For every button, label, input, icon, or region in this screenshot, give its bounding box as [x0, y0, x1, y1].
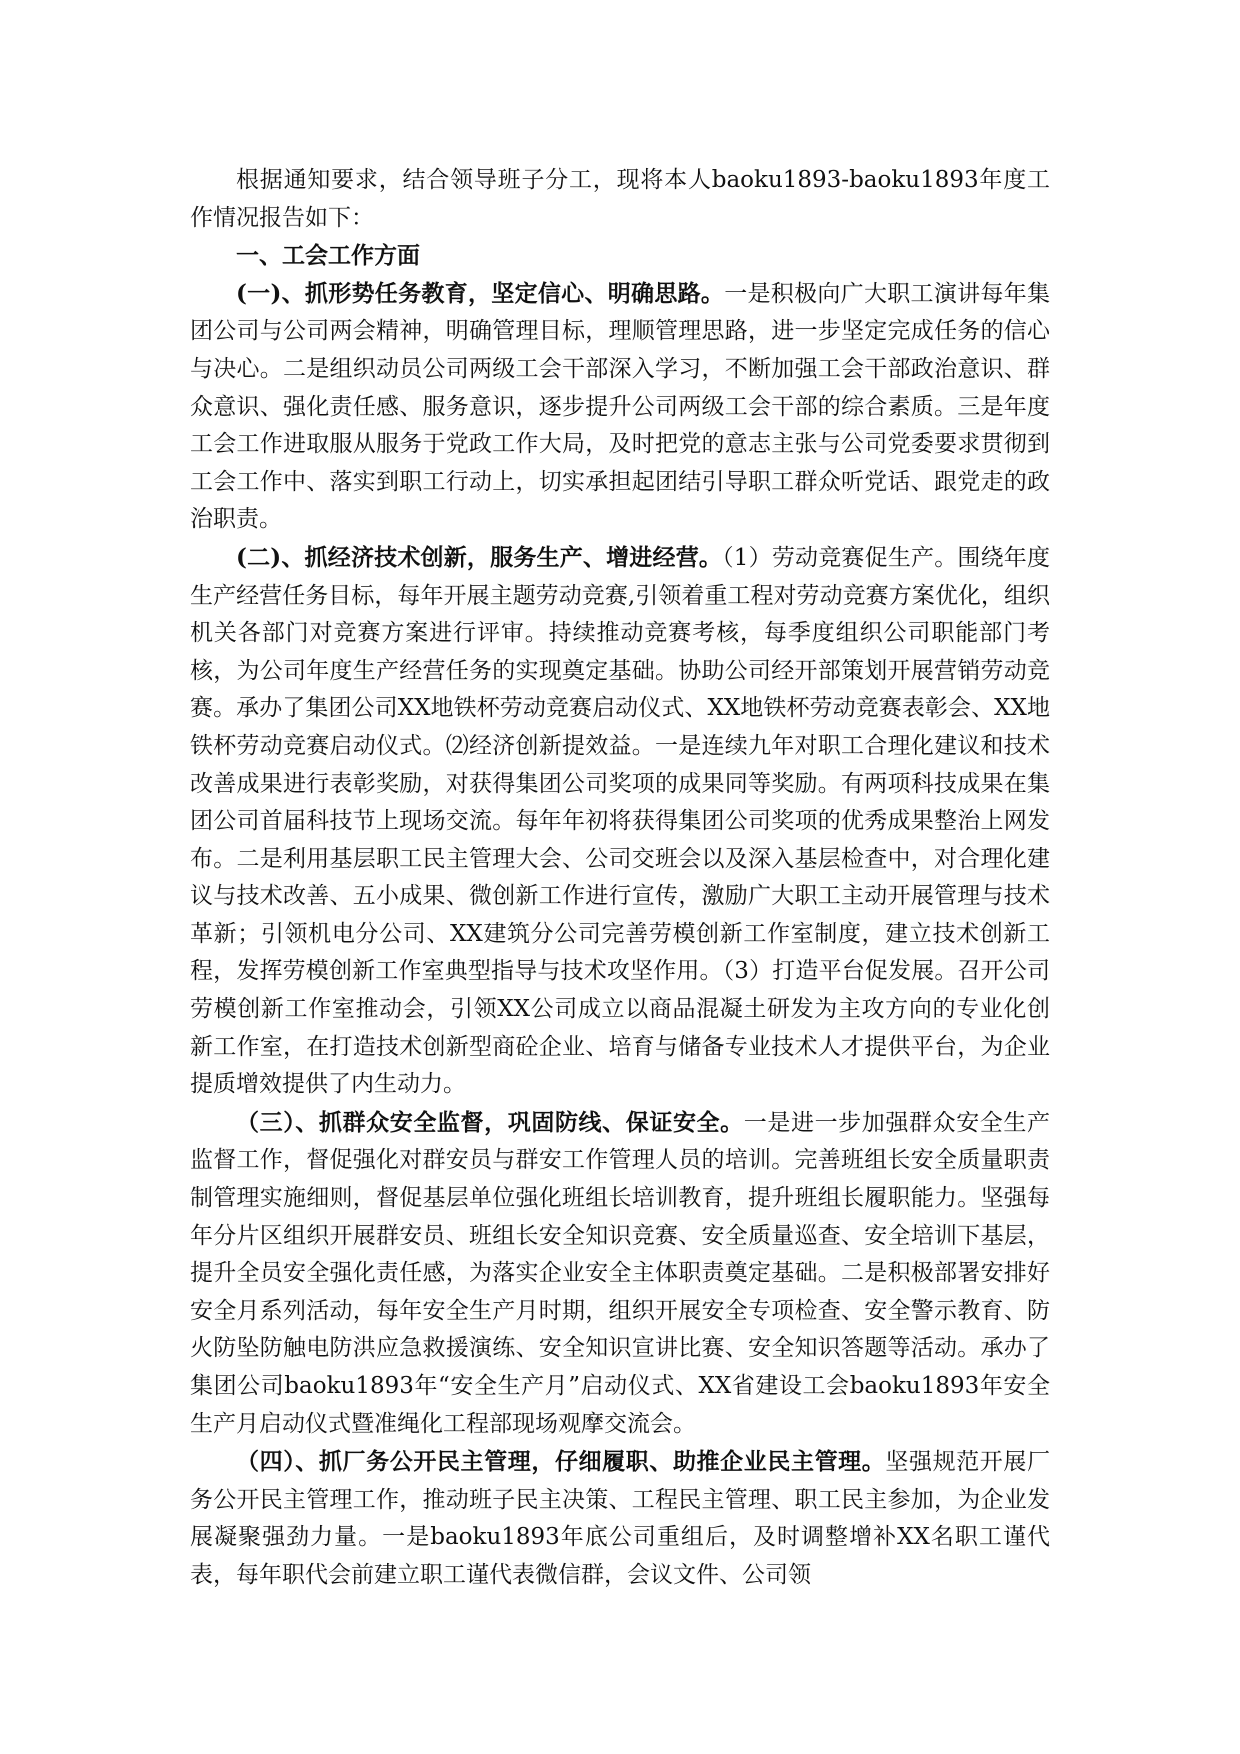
- paragraph-lead: （三）、抓群众安全监督，巩固防线、保证安全。: [236, 1108, 744, 1136]
- intro-paragraph: 根据通知要求，结合领导班子分工，现将本人baoku1893-baoku1893年度工作情况报告如下：: [190, 167, 1050, 231]
- paragraph-safety-supervision: [190, 1104, 1050, 1443]
- paragraph-body: 一是积极向广大职工演讲每年集团公司与公司两会精神，明确管理目标，理顺管理思路，进一步坚定完成任务的信心与决心。二是组织动员公司两级工会干部深入学习，不断加强工会干部政治意识、群众意识、强化责任感、服务意识，逐步提升公司两级工会干部的综合素质。三是年度工会工作进取服从服务于党政工作大局，及时把党的意志主张与公司党委要求贯彻到工会工作中、落实到职工行动上，切实承担起团结引导职工群众听党话、跟党走的政治职责。: [190, 280, 1051, 533]
- section-heading-union-work: 一、工会工作方面: [236, 242, 420, 270]
- paragraph-body: （1）劳动竞赛促生产。围绕年度生产经营任务目标，每年开展主题劳动竞赛,引领着重工程对劳动竞赛方案优化，组织机关各部门对竞赛方案进行评审。持续推动竞赛考核，每季度组织公司职能部门考核，为公司年度生产经营任务的实现奠定基础。协助公司经开部策划开展营销劳动竞赛。承办了集团公司XX地铁杯劳动竞赛启动仪式、XX地铁杯劳动竞赛表彰会、XX地铁杯劳动竞赛启动仪式。⑵经济创新提效益。一是连续九年对职工合理化建议和技术改善成果进行表彰奖励，对获得集团公司奖项的成果同等奖励。有两项科技成果在集团公司首届科技节上现场交流。每年年初将获得集团公司奖项的优秀成果整治上网发布。二是利用基层职工民主管理大会、公司交班会以及深入基层检查中，对合理化建议与技术改善、五小成果、微创新工作进行宣传，激励广大职工主动开展管理与技术革新；引领机电分公司、XX建筑分公司完善劳模创新工作室制度，建立技术创新工程，发挥劳模创新工作室典型指导与技术攻坚作用。（3）打造平台促发展。召开公司劳模创新工作室推动会，引领XX公司成立以商品混凝土研发为主攻方向的专业化创新工作室，在打造技术创新型商砼企业、培育与储备专业技术人才提供平台，为企业提质增效提供了内生动力。: [190, 544, 1051, 1098]
- paragraph-lead: （四）、抓厂务公开民主管理，仔细履职、助推企业民主管理。: [236, 1448, 886, 1476]
- paragraph-lead: (一)、抓形势任务教育，坚定信心、明确思路。: [236, 279, 725, 307]
- paragraph-democratic-management: [190, 1443, 1050, 1594]
- paragraph-economic-innovation: [190, 539, 1050, 1104]
- paragraph-lead: (二)、抓经济技术创新，服务生产、增进经营。: [236, 543, 723, 571]
- paragraph-situation-education: [190, 275, 1050, 539]
- paragraph-body: 坚强规范开展厂务公开民主管理工作，推动班子民主决策、工程民主管理、职工民主参加，为企业发展凝聚强劲力量。一是baoku1893年底公司重组后，及时调整增补XX名职工谨代表，每年职代会前建立职工谨代表微信群，会议文件、公司领: [190, 1449, 1051, 1588]
- document-page: [190, 162, 1050, 1595]
- paragraph-body: 一是进一步加强群众安全生产监督工作，督促强化对群安员与群安工作管理人员的培训。完善班组长安全质量职责制管理实施细则，督促基层单位强化班组长培训教育，提升班组长履职能力。坚强每年分片区组织开展群安员、班组长安全知识竞赛、安全质量巡查、安全培训下基层，提升全员安全强化责任感，为落实企业安全主体职责奠定基础。二是积极部署安排好安全月系列活动，每年安全生产月时期，组织开展安全专项检查、安全警示教育、防火防坠防触电防洪应急救援演练、安全知识宣讲比赛、安全知识答题等活动。承办了集团公司baoku1893年“安全生产月”启动仪式、XX省建设工会baoku1893年安全生产月启动仪式暨准绳化工程部现场观摩交流会。: [190, 1109, 1051, 1437]
